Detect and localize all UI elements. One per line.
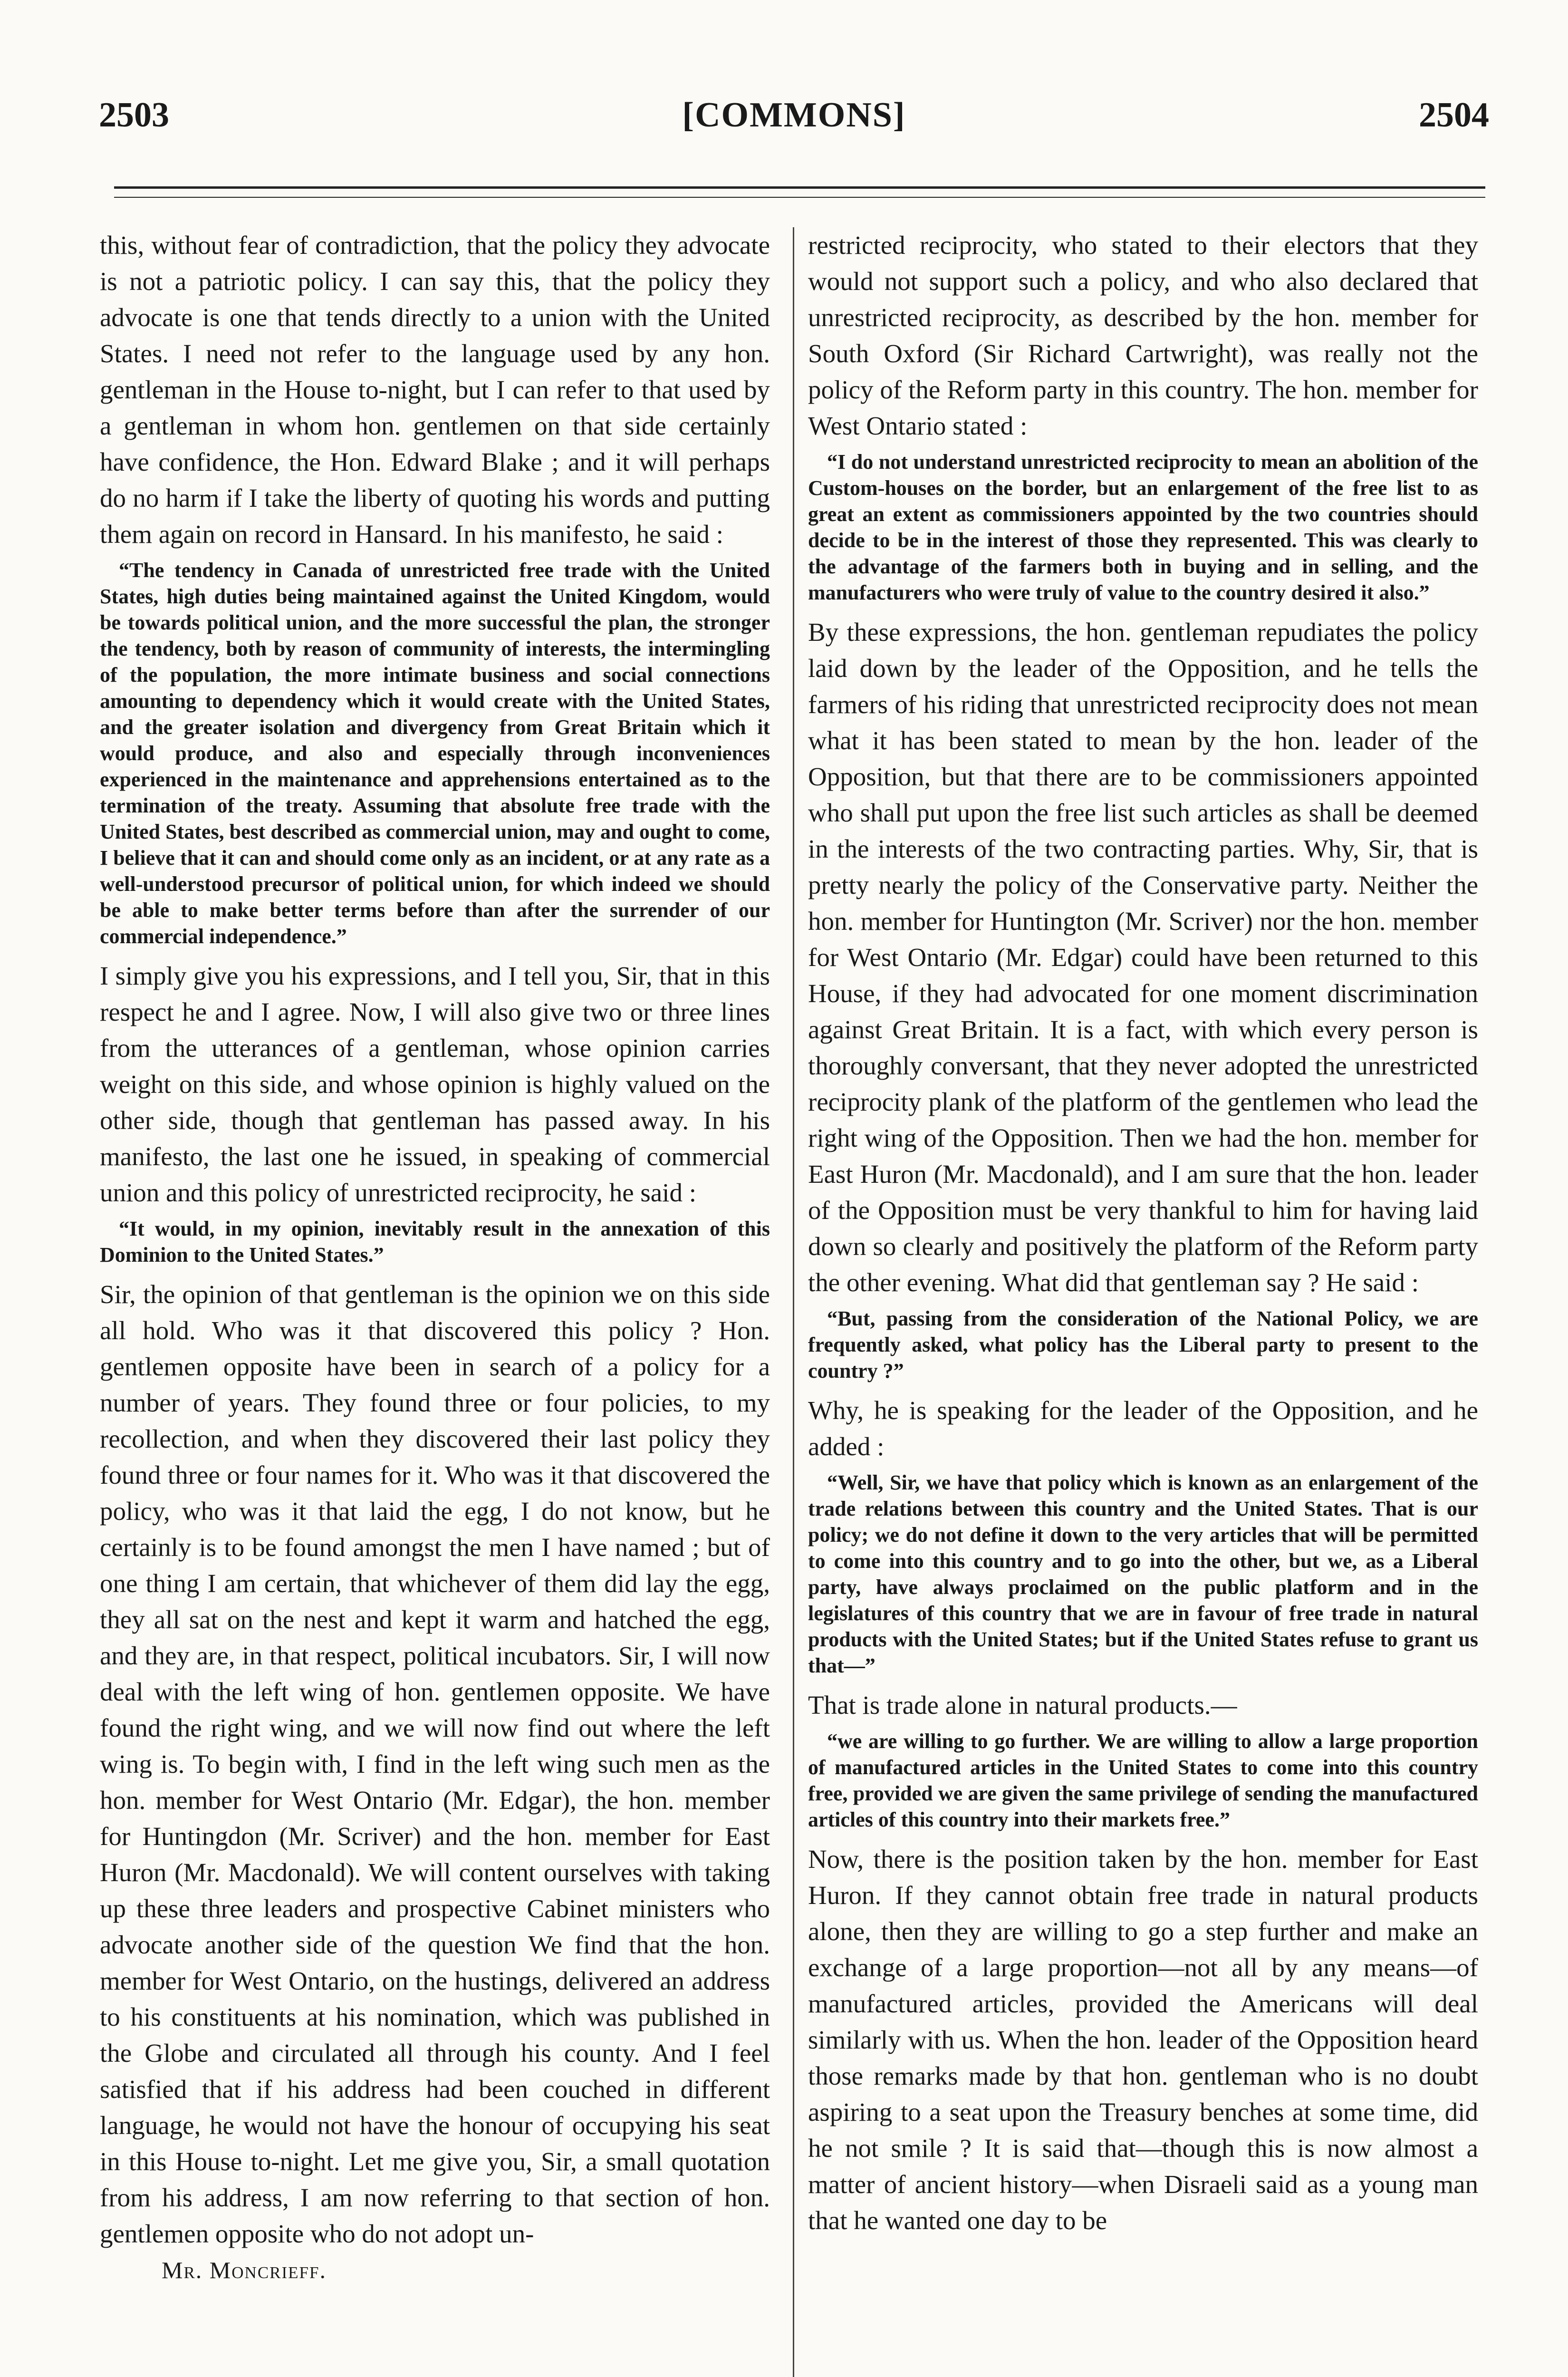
page-number-right: 2504 xyxy=(1419,96,1489,135)
block-quote: “The tendency in Canada of unrestricted free trade with the United States, high duties being maintained against the United Kingdom, would be towards political union, and the more successful the plan, the stronger the tendency, both by reason of community of interests, the intermingling of the population, the more intimate business and social connections amounting to dependency which it would create with the United States, and the greater isolation and divergency from Great Britain which it would produce, and also and especially through inconveniences experienced in the maintenance and apprehensions entertained as to the termination of the treaty. Assuming that absolute free trade with the United States, best described as commercial union, may and ought to come, I believe that it can and should come only as an incident, or at any rate as a well-understood precursor of political union, for which indeed we should be able to make better terms before than after the surrender of our commercial independence.” xyxy=(100,559,770,948)
block-quote: “Well, Sir, we have that policy which is known as an enlargement of the trade relations between this country and the United States. That is our policy; we do not define it down to the very articles that will be permitted to come into this country and to go into the other, but we, as a Liberal party, have always proclaimed on the public platform and in the legislatures of this country that we are in favour of free trade in natural products with the United States; but if the United States refuse to grant us that—” xyxy=(808,1471,1478,1677)
paragraph: Now, there is the position taken by the hon. member for East Huron. If they cannot obtain free trade in natural products alone, then they are willing to go a step further and make an exchange of a large proportion—not all by any means—of manufactured articles, provided the Americans will deal similarly with us. When the hon. leader of the Opposition heard those remarks made by that hon. gentleman who is no doubt aspiring to a seat upon the Treasury benches at some time, did he not smile ? It is said that—though this is now almost a matter of ancient history—when Disraeli said as a young man that he wanted one day to be xyxy=(808,1845,1478,2235)
page-number-left: 2503 xyxy=(99,96,169,135)
block-quote: “It would, in my opinion, inevitably result in the annexation of this Dominion to the United States.” xyxy=(100,1217,770,1266)
block-quote: “we are willing to go further. We are willing to allow a large proportion of manufactured articles in the United States to come into this country free, provided we are given the same privilege of sending the manufactured articles of this country into their markets free.” xyxy=(808,1730,1478,1831)
right-column xyxy=(808,227,1478,2377)
column-divider xyxy=(793,227,794,2377)
left-column xyxy=(100,227,770,2377)
paragraph: Sir, the opinion of that gentleman is the opinion we on this side all hold. Who was it that discovered this policy ? Hon. gentlemen opposite have been in search of a policy for a number of years. They found three or four policies, to my recollection, and when they discovered their last policy they found three or four names for it. Who was it that discovered the policy, who was it that laid the egg, I do not know, but he certainly is to be found amongst the men I have named ; but of one thing I am certain, that whichever of them did lay the egg, they all sat on the nest and kept it warm and hatched the egg, and they are, in that respect, political incubators. Sir, I will now deal with the left wing of hon. gentlemen opposite. We have found the right wing, and we will now find out where the left wing is. To begin with, I find in the left wing such men as the hon. member for West Ontario (Mr. Edgar), the hon. member for Huntingdon (Mr. Scriver) and the hon. member for East Huron (Mr. Macdonald). We will content ourselves with taking up these three leaders and prospective Cabinet ministers who advocate another side of the question We find that the hon. member for West Ontario, on the hustings, delivered an address to his constituents at his nomination, which was published in the Globe and circulated all through his county. And I feel satisfied that if his address had been couched in different language, he would not have the honour of occupying his seat in this House to-night. Let me give you, Sir, a small quotation from his address, I am now referring to that section of hon. gentlemen opposite who do not adopt un- xyxy=(100,1280,770,2248)
paragraph: Why, he is speaking for the leader of the Opposition, and he added : xyxy=(808,1396,1478,1461)
paragraph: By these expressions, the hon. gentleman repudiates the policy laid down by the leader of the Opposition, and he tells the farmers of his riding that unrestricted reciprocity does not mean what it has been stated to mean by the hon. leader of the Opposition, but that there are to be commissioners appointed who shall put upon the free list such articles as shall be deemed in the interests of the two contracting parties. Why, Sir, that is pretty nearly the policy of the Conservative party. Neither the hon. member for Huntington (Mr. Scriver) nor the hon. member for West Ontario (Mr. Edgar) could have been returned to this House, if they had advocated for one moment discrimination against Great Britain. It is a fact, with which every person is thoroughly conversant, that they never adopted the unrestricted reciprocity plank of the platform of the gentlemen who lead the right wing of the Opposition. Then we had the hon. member for East Huron (Mr. Macdonald), and I am sure that the hon. leader of the Opposition must be very thankful to him for having laid down so clearly and positively the platform of the Reform party the other evening. What did that gentleman say ? He said : xyxy=(808,618,1478,1297)
header-rule-thick xyxy=(114,186,1485,189)
speaker-signature: Mr. Moncrieff. xyxy=(162,2257,327,2283)
paragraph: I simply give you his expressions, and I tell you, Sir, that in this respect he and I agree. Now, I will also give two or three lines from the utterances of a gentleman, whose opinion carries weight on this side, and whose opinion is highly valued on the other side, though that gentleman has passed away. In his manifesto, the last one he issued, in speaking of commercial union and this policy of unrestricted reciprocity, he said : xyxy=(100,961,770,1207)
block-quote: “But, passing from the consideration of the National Policy, we are frequently asked, what policy has the Liberal party to present to the country ?” xyxy=(808,1307,1478,1382)
block-quote: “I do not understand unrestricted reciprocity to mean an abolition of the Custom-houses on the border, but an enlargement of the free list to as great an extent as commissioners appointed by the two countries should decide to be in the interest of those they represented. This was clearly to the advantage of the farmers both in buying and in selling, and the manufacturers who were truly of value to the country desired it also.” xyxy=(808,450,1478,604)
paragraph: this, without fear of contradiction, that the policy they advocate is not a patriotic policy. I can say this, that the policy they advocate is one that tends directly to a union with the United States. I need not refer to the language used by any hon. gentleman in the House to-night, but I can refer to that used by a gentleman in whom hon. gentlemen on that side certainly have confidence, the Hon. Edward Blake ; and it will perhaps do no harm if I take the liberty of quoting his words and putting them again on record in Hansard. In his manifesto, he said : xyxy=(100,231,770,549)
paragraph: That is trade alone in natural products.— xyxy=(808,1691,1237,1720)
paragraph: restricted reciprocity, who stated to their electors that they would not support such a policy, and who also declared that unrestricted reciprocity, as described by the hon. member for South Oxford (Sir Richard Cartwright), was really not the policy of the Reform party in this country. The hon. member for West Ontario stated : xyxy=(808,231,1478,440)
running-head: [COMMONS] xyxy=(682,96,906,135)
header-rule-thin xyxy=(114,197,1485,198)
page-header xyxy=(99,95,1489,147)
